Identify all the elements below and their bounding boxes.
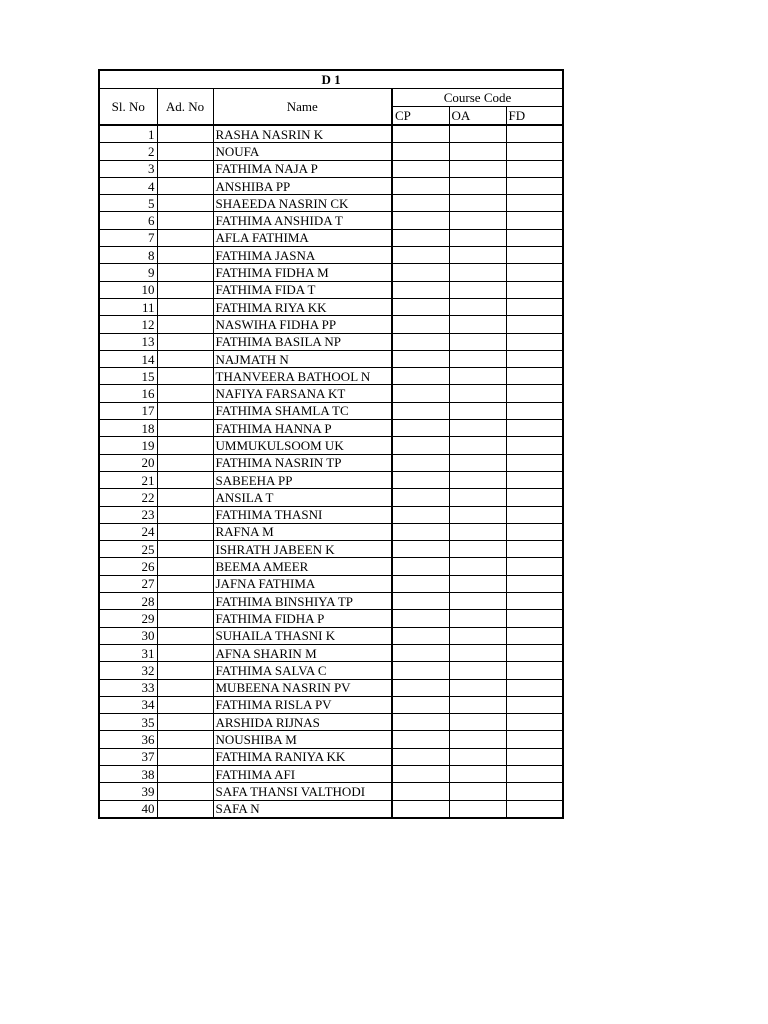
fd-cell <box>506 160 563 177</box>
fd-cell <box>506 385 563 402</box>
ad-no-cell <box>157 125 213 143</box>
fd-cell <box>506 783 563 800</box>
ad-no-cell <box>157 489 213 506</box>
student-name-cell: FATHIMA ANSHIDA T <box>213 212 392 229</box>
oa-cell <box>449 541 506 558</box>
fd-cell <box>506 316 563 333</box>
ad-no-cell <box>157 385 213 402</box>
ad-no-cell <box>157 783 213 800</box>
student-list-table <box>98 69 564 819</box>
table-row <box>99 714 563 731</box>
cp-cell <box>392 212 449 229</box>
header-row-1 <box>99 89 563 107</box>
ad-no-cell <box>157 195 213 212</box>
table-row <box>99 454 563 471</box>
oa-cell <box>449 627 506 644</box>
sl-no-cell: 6 <box>99 212 157 229</box>
oa-cell <box>449 177 506 194</box>
sl-no-cell: 40 <box>99 800 157 818</box>
cp-cell <box>392 489 449 506</box>
sl-no-cell: 19 <box>99 437 157 454</box>
table-row <box>99 610 563 627</box>
cp-cell <box>392 281 449 298</box>
student-name-cell: SAFA N <box>213 800 392 818</box>
cp-cell <box>392 731 449 748</box>
sl-no-cell: 15 <box>99 368 157 385</box>
fd-cell <box>506 765 563 782</box>
student-name-cell: NASWIHA FIDHA PP <box>213 316 392 333</box>
ad-no-header: Ad. No <box>157 89 213 126</box>
cp-cell <box>392 368 449 385</box>
cp-cell <box>392 644 449 661</box>
sl-no-header: Sl. No <box>99 89 157 126</box>
table-row <box>99 316 563 333</box>
student-name-cell: JAFNA FATHIMA <box>213 575 392 592</box>
student-name-cell: ANSHIBA PP <box>213 177 392 194</box>
sl-no-cell: 1 <box>99 125 157 143</box>
table-row <box>99 575 563 592</box>
fd-cell <box>506 489 563 506</box>
cp-cell <box>392 748 449 765</box>
student-name-cell: FATHIMA FIDHA M <box>213 264 392 281</box>
cp-cell <box>392 298 449 315</box>
cp-cell <box>392 420 449 437</box>
student-name-cell: ARSHIDA RIJNAS <box>213 714 392 731</box>
sl-no-cell: 31 <box>99 644 157 661</box>
sl-no-cell: 12 <box>99 316 157 333</box>
student-name-cell: NOUFA <box>213 143 392 160</box>
student-name-cell: ISHRATH JABEEN K <box>213 541 392 558</box>
table-row <box>99 593 563 610</box>
table-row <box>99 506 563 523</box>
oa-cell <box>449 368 506 385</box>
oa-cell <box>449 264 506 281</box>
ad-no-cell <box>157 575 213 592</box>
oa-cell <box>449 143 506 160</box>
fd-cell <box>506 143 563 160</box>
ad-no-cell <box>157 506 213 523</box>
ad-no-cell <box>157 610 213 627</box>
sl-no-cell: 39 <box>99 783 157 800</box>
fd-cell <box>506 229 563 246</box>
fd-cell <box>506 298 563 315</box>
ad-no-cell <box>157 541 213 558</box>
fd-cell <box>506 368 563 385</box>
table-row <box>99 627 563 644</box>
sl-no-cell: 18 <box>99 420 157 437</box>
cp-cell <box>392 610 449 627</box>
fd-cell <box>506 523 563 540</box>
fd-cell <box>506 679 563 696</box>
student-name-cell: SHAEEDA NASRIN CK <box>213 195 392 212</box>
fd-cell <box>506 610 563 627</box>
ad-no-cell <box>157 420 213 437</box>
cp-cell <box>392 247 449 264</box>
fd-cell <box>506 714 563 731</box>
table-row <box>99 731 563 748</box>
student-name-cell: AFNA SHARIN M <box>213 644 392 661</box>
student-name-cell: THANVEERA BATHOOL N <box>213 368 392 385</box>
course-code-fd-header: FD <box>506 107 563 126</box>
fd-cell <box>506 471 563 488</box>
student-name-cell: FATHIMA RANIYA KK <box>213 748 392 765</box>
sl-no-cell: 3 <box>99 160 157 177</box>
ad-no-cell <box>157 402 213 419</box>
ad-no-cell <box>157 212 213 229</box>
cp-cell <box>392 264 449 281</box>
cp-cell <box>392 696 449 713</box>
sl-no-cell: 30 <box>99 627 157 644</box>
sl-no-cell: 34 <box>99 696 157 713</box>
fd-cell <box>506 195 563 212</box>
cp-cell <box>392 160 449 177</box>
cp-cell <box>392 125 449 143</box>
table-row <box>99 177 563 194</box>
ad-no-cell <box>157 437 213 454</box>
ad-no-cell <box>157 333 213 350</box>
sl-no-cell: 26 <box>99 558 157 575</box>
ad-no-cell <box>157 765 213 782</box>
table-row <box>99 229 563 246</box>
table-body <box>99 125 563 818</box>
student-name-cell: UMMUKULSOOM UK <box>213 437 392 454</box>
sl-no-cell: 38 <box>99 765 157 782</box>
table-row <box>99 696 563 713</box>
cp-cell <box>392 679 449 696</box>
student-name-cell: AFLA FATHIMA <box>213 229 392 246</box>
student-name-cell: SAFA THANSI VALTHODI <box>213 783 392 800</box>
oa-cell <box>449 696 506 713</box>
sl-no-cell: 7 <box>99 229 157 246</box>
fd-cell <box>506 541 563 558</box>
sl-no-cell: 32 <box>99 662 157 679</box>
cp-cell <box>392 316 449 333</box>
course-code-cp-header: CP <box>392 107 449 126</box>
oa-cell <box>449 402 506 419</box>
cp-cell <box>392 385 449 402</box>
oa-cell <box>449 714 506 731</box>
student-name-cell: RASHA NASRIN K <box>213 125 392 143</box>
fd-cell <box>506 575 563 592</box>
ad-no-cell <box>157 644 213 661</box>
oa-cell <box>449 333 506 350</box>
ad-no-cell <box>157 662 213 679</box>
student-name-cell: FATHIMA NAJA P <box>213 160 392 177</box>
cp-cell <box>392 541 449 558</box>
oa-cell <box>449 610 506 627</box>
sl-no-cell: 28 <box>99 593 157 610</box>
fd-cell <box>506 281 563 298</box>
oa-cell <box>449 679 506 696</box>
fd-cell <box>506 247 563 264</box>
student-name-cell: FATHIMA THASNI <box>213 506 392 523</box>
student-name-cell: FATHIMA RIYA KK <box>213 298 392 315</box>
table-row <box>99 800 563 818</box>
ad-no-cell <box>157 731 213 748</box>
table-row <box>99 558 563 575</box>
table-row <box>99 350 563 367</box>
fd-cell <box>506 454 563 471</box>
ad-no-cell <box>157 368 213 385</box>
fd-cell <box>506 644 563 661</box>
sl-no-cell: 10 <box>99 281 157 298</box>
cp-cell <box>392 558 449 575</box>
oa-cell <box>449 350 506 367</box>
table-row <box>99 437 563 454</box>
sl-no-cell: 5 <box>99 195 157 212</box>
student-name-cell: FATHIMA FIDA T <box>213 281 392 298</box>
fd-cell <box>506 662 563 679</box>
student-name-cell: FATHIMA HANNA P <box>213 420 392 437</box>
student-name-cell: ANSILA T <box>213 489 392 506</box>
fd-cell <box>506 125 563 143</box>
name-header: Name <box>213 89 392 126</box>
sl-no-cell: 25 <box>99 541 157 558</box>
ad-no-cell <box>157 177 213 194</box>
cp-cell <box>392 575 449 592</box>
student-name-cell: SUHAILA THASNI K <box>213 627 392 644</box>
student-name-cell: FATHIMA BINSHIYA TP <box>213 593 392 610</box>
oa-cell <box>449 385 506 402</box>
student-name-cell: FATHIMA FIDHA P <box>213 610 392 627</box>
oa-cell <box>449 593 506 610</box>
student-name-cell: MUBEENA NASRIN PV <box>213 679 392 696</box>
ad-no-cell <box>157 298 213 315</box>
table-row <box>99 783 563 800</box>
ad-no-cell <box>157 471 213 488</box>
ad-no-cell <box>157 247 213 264</box>
cp-cell <box>392 627 449 644</box>
oa-cell <box>449 731 506 748</box>
sl-no-cell: 36 <box>99 731 157 748</box>
table-row <box>99 541 563 558</box>
cp-cell <box>392 402 449 419</box>
ad-no-cell <box>157 229 213 246</box>
table-row <box>99 402 563 419</box>
table-row <box>99 281 563 298</box>
course-code-oa-header: OA <box>449 107 506 126</box>
student-name-cell: NOUSHIBA M <box>213 731 392 748</box>
oa-cell <box>449 800 506 818</box>
table-row <box>99 247 563 264</box>
fd-cell <box>506 748 563 765</box>
student-name-cell: RAFNA M <box>213 523 392 540</box>
table-row <box>99 679 563 696</box>
cp-cell <box>392 454 449 471</box>
cp-cell <box>392 471 449 488</box>
oa-cell <box>449 281 506 298</box>
fd-cell <box>506 350 563 367</box>
ad-no-cell <box>157 696 213 713</box>
sl-no-cell: 35 <box>99 714 157 731</box>
sl-no-cell: 8 <box>99 247 157 264</box>
table-row <box>99 420 563 437</box>
sl-no-cell: 24 <box>99 523 157 540</box>
cp-cell <box>392 350 449 367</box>
student-name-cell: BEEMA AMEER <box>213 558 392 575</box>
oa-cell <box>449 489 506 506</box>
table-row <box>99 333 563 350</box>
ad-no-cell <box>157 714 213 731</box>
oa-cell <box>449 420 506 437</box>
student-name-cell: FATHIMA SALVA C <box>213 662 392 679</box>
ad-no-cell <box>157 523 213 540</box>
fd-cell <box>506 420 563 437</box>
table-row <box>99 489 563 506</box>
fd-cell <box>506 264 563 281</box>
oa-cell <box>449 558 506 575</box>
sl-no-cell: 16 <box>99 385 157 402</box>
cp-cell <box>392 714 449 731</box>
sl-no-cell: 9 <box>99 264 157 281</box>
oa-cell <box>449 160 506 177</box>
sl-no-cell: 37 <box>99 748 157 765</box>
table-row <box>99 471 563 488</box>
fd-cell <box>506 333 563 350</box>
sl-no-cell: 23 <box>99 506 157 523</box>
table-row <box>99 748 563 765</box>
fd-cell <box>506 212 563 229</box>
cp-cell <box>392 437 449 454</box>
ad-no-cell <box>157 558 213 575</box>
cp-cell <box>392 523 449 540</box>
fd-cell <box>506 437 563 454</box>
fd-cell <box>506 177 563 194</box>
oa-cell <box>449 506 506 523</box>
oa-cell <box>449 783 506 800</box>
sl-no-cell: 27 <box>99 575 157 592</box>
table-row <box>99 662 563 679</box>
fd-cell <box>506 558 563 575</box>
student-name-cell: FATHIMA SHAMLA TC <box>213 402 392 419</box>
cp-cell <box>392 195 449 212</box>
ad-no-cell <box>157 281 213 298</box>
ad-no-cell <box>157 264 213 281</box>
sl-no-cell: 4 <box>99 177 157 194</box>
oa-cell <box>449 644 506 661</box>
cp-cell <box>392 593 449 610</box>
ad-no-cell <box>157 350 213 367</box>
cp-cell <box>392 143 449 160</box>
table-row <box>99 212 563 229</box>
table-title: D 1 <box>99 70 563 89</box>
ad-no-cell <box>157 627 213 644</box>
oa-cell <box>449 125 506 143</box>
cp-cell <box>392 333 449 350</box>
oa-cell <box>449 662 506 679</box>
ad-no-cell <box>157 143 213 160</box>
oa-cell <box>449 454 506 471</box>
fd-cell <box>506 593 563 610</box>
table-row <box>99 195 563 212</box>
table-row <box>99 160 563 177</box>
oa-cell <box>449 316 506 333</box>
oa-cell <box>449 298 506 315</box>
sl-no-cell: 2 <box>99 143 157 160</box>
oa-cell <box>449 195 506 212</box>
oa-cell <box>449 437 506 454</box>
ad-no-cell <box>157 160 213 177</box>
student-name-cell: NAJMATH N <box>213 350 392 367</box>
oa-cell <box>449 523 506 540</box>
table-row <box>99 143 563 160</box>
table-row <box>99 523 563 540</box>
table-row <box>99 264 563 281</box>
oa-cell <box>449 212 506 229</box>
sl-no-cell: 29 <box>99 610 157 627</box>
oa-cell <box>449 247 506 264</box>
table-row <box>99 765 563 782</box>
ad-no-cell <box>157 800 213 818</box>
ad-no-cell <box>157 316 213 333</box>
fd-cell <box>506 627 563 644</box>
student-name-cell: FATHIMA NASRIN TP <box>213 454 392 471</box>
fd-cell <box>506 800 563 818</box>
student-name-cell: FATHIMA JASNA <box>213 247 392 264</box>
sl-no-cell: 11 <box>99 298 157 315</box>
ad-no-cell <box>157 748 213 765</box>
title-row <box>99 70 563 89</box>
table-row <box>99 385 563 402</box>
cp-cell <box>392 800 449 818</box>
oa-cell <box>449 575 506 592</box>
cp-cell <box>392 783 449 800</box>
cp-cell <box>392 177 449 194</box>
cp-cell <box>392 765 449 782</box>
cp-cell <box>392 506 449 523</box>
student-name-cell: FATHIMA BASILA NP <box>213 333 392 350</box>
sl-no-cell: 13 <box>99 333 157 350</box>
student-name-cell: SABEEHA PP <box>213 471 392 488</box>
student-name-cell: NAFIYA FARSANA KT <box>213 385 392 402</box>
sl-no-cell: 14 <box>99 350 157 367</box>
table-row <box>99 125 563 143</box>
fd-cell <box>506 731 563 748</box>
table-row <box>99 298 563 315</box>
sl-no-cell: 17 <box>99 402 157 419</box>
sl-no-cell: 20 <box>99 454 157 471</box>
ad-no-cell <box>157 679 213 696</box>
course-code-header: Course Code <box>392 89 563 107</box>
cp-cell <box>392 662 449 679</box>
oa-cell <box>449 471 506 488</box>
student-name-cell: FATHIMA RISLA PV <box>213 696 392 713</box>
table-row <box>99 368 563 385</box>
fd-cell <box>506 696 563 713</box>
student-name-cell: FATHIMA AFI <box>213 765 392 782</box>
oa-cell <box>449 765 506 782</box>
fd-cell <box>506 402 563 419</box>
ad-no-cell <box>157 593 213 610</box>
oa-cell <box>449 748 506 765</box>
sl-no-cell: 33 <box>99 679 157 696</box>
sl-no-cell: 22 <box>99 489 157 506</box>
fd-cell <box>506 506 563 523</box>
sl-no-cell: 21 <box>99 471 157 488</box>
oa-cell <box>449 229 506 246</box>
ad-no-cell <box>157 454 213 471</box>
table-row <box>99 644 563 661</box>
cp-cell <box>392 229 449 246</box>
